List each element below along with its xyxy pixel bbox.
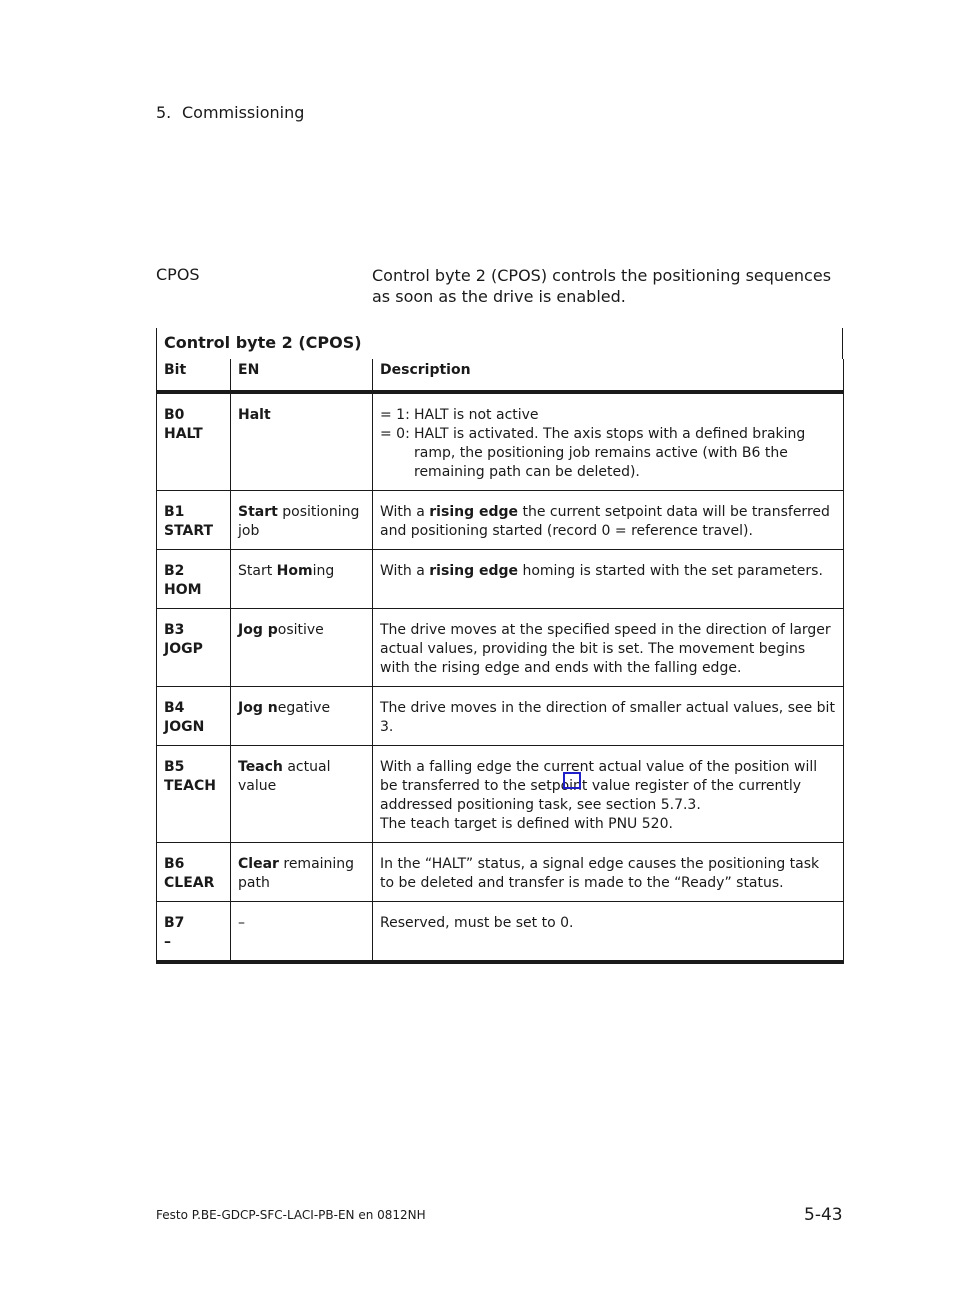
value-text: HALT is activated. The axis stops with a defined braking ramp, the positioning job remains active (with B6 the remaining path can be deleted). bbox=[414, 426, 806, 480]
en-cell bbox=[231, 392, 373, 491]
text-span: The drive moves at the specified speed in the direction of larger actual values, providing the bit is set. The movement begins with the rising edge and ends with the falling edge. bbox=[380, 622, 831, 676]
table-title: Control byte 2 (CPOS) bbox=[156, 328, 843, 359]
description-cell bbox=[373, 491, 844, 550]
text-span: With a falling edge the current actual value of the position will be transferred to the setpoint value register of the currently addressed positioning task, see section 5.7.3. bbox=[380, 759, 818, 813]
text-span: Start bbox=[238, 563, 277, 579]
chapter-number: 5. bbox=[156, 103, 172, 122]
footer-document-id: Festo P.BE-GDCP-SFC-LACI-PB-EN en 0812NH bbox=[156, 1208, 426, 1222]
intro-text: Control byte 2 (CPOS) controls the positioning sequences as soon as the drive is enabled. bbox=[372, 266, 832, 306]
bold-text: Hom bbox=[276, 563, 313, 579]
bit-cell bbox=[157, 491, 231, 550]
control-byte-table bbox=[156, 328, 843, 964]
table-row bbox=[157, 746, 844, 843]
link-highlight-box[interactable] bbox=[563, 772, 581, 789]
table-row bbox=[157, 550, 844, 609]
bit-cell bbox=[157, 902, 231, 963]
chapter-title: Commissioning bbox=[182, 103, 305, 122]
en-cell bbox=[231, 746, 373, 843]
bit-cell bbox=[157, 392, 231, 491]
bit-name: HOM bbox=[164, 582, 202, 598]
bit-number: B5 bbox=[164, 759, 185, 775]
text-span: positioning job bbox=[238, 504, 360, 539]
en-cell bbox=[231, 609, 373, 687]
bit-cell bbox=[157, 609, 231, 687]
table-row bbox=[157, 491, 844, 550]
en-cell bbox=[231, 902, 373, 963]
bit-cell bbox=[157, 746, 231, 843]
header-bit: Bit bbox=[157, 359, 231, 392]
table-row bbox=[157, 609, 844, 687]
text-span: The drive moves in the direction of smaller actual values, see bit 3. bbox=[380, 700, 835, 735]
text-span: actual value bbox=[238, 759, 331, 794]
bold-text: Jog n bbox=[238, 700, 278, 716]
bit-name: JOGP bbox=[164, 641, 203, 657]
value-text: HALT is not active bbox=[414, 407, 539, 423]
bit-number: B7 bbox=[164, 915, 185, 931]
value-key: = 0: bbox=[380, 426, 410, 442]
description-cell bbox=[373, 550, 844, 609]
description-list-item bbox=[380, 406, 836, 425]
en-cell bbox=[231, 843, 373, 902]
bold-text: Clear bbox=[238, 856, 279, 872]
description-cell bbox=[373, 746, 844, 843]
bit-name: HALT bbox=[164, 426, 203, 442]
text-span: In the “HALT” status, a signal edge causes the positioning task to be deleted and transfer is made to the “Ready” status. bbox=[380, 856, 820, 891]
bit-number: B1 bbox=[164, 504, 185, 520]
bit-name: – bbox=[164, 934, 171, 950]
bit-number: B4 bbox=[164, 700, 185, 716]
table-row bbox=[157, 902, 844, 963]
text-span: the current setpoint data will be transferred and positioning started (record 0 = reference travel). bbox=[380, 504, 830, 539]
text-span: – bbox=[238, 915, 245, 931]
bold-text: rising edge bbox=[429, 504, 519, 520]
chapter-heading bbox=[156, 103, 304, 122]
bit-cell bbox=[157, 687, 231, 746]
bit-name: JOGN bbox=[164, 719, 205, 735]
bold-text: Start bbox=[238, 504, 278, 520]
bit-cell bbox=[157, 843, 231, 902]
text-span: ing bbox=[312, 563, 335, 579]
table-row bbox=[157, 687, 844, 746]
value-key: = 1: bbox=[380, 407, 410, 423]
description-cell bbox=[373, 902, 844, 963]
text-span: With a bbox=[380, 504, 430, 520]
bold-text: Teach bbox=[238, 759, 283, 775]
en-cell bbox=[231, 687, 373, 746]
text-span: With a bbox=[380, 563, 430, 579]
description-cell bbox=[373, 392, 844, 491]
table-row bbox=[157, 843, 844, 902]
cpos-table bbox=[156, 359, 844, 964]
text-span: egative bbox=[277, 700, 331, 716]
bold-text: Jog p bbox=[238, 622, 278, 638]
text-span: ositive bbox=[277, 622, 324, 638]
header-description: Description bbox=[373, 359, 844, 392]
bit-number: B6 bbox=[164, 856, 185, 872]
text-span: remaining path bbox=[238, 856, 355, 891]
term-label: CPOS bbox=[156, 265, 200, 284]
description-cell bbox=[373, 609, 844, 687]
bit-number: B0 bbox=[164, 407, 185, 423]
bold-text: Halt bbox=[238, 407, 271, 423]
bit-number: B3 bbox=[164, 622, 185, 638]
bit-name: START bbox=[164, 523, 214, 539]
bold-text: rising edge bbox=[429, 563, 519, 579]
en-cell bbox=[231, 550, 373, 609]
table-header-row bbox=[157, 359, 844, 392]
table-row bbox=[157, 392, 844, 491]
text-span: homing is started with the set parameters. bbox=[518, 563, 823, 579]
description-cell bbox=[373, 843, 844, 902]
header-en: EN bbox=[231, 359, 373, 392]
en-cell bbox=[231, 491, 373, 550]
text-span: Reserved, must be set to 0. bbox=[380, 915, 574, 931]
description-list-item bbox=[380, 425, 836, 482]
page-number: 5-43 bbox=[804, 1205, 843, 1225]
description-cell bbox=[373, 687, 844, 746]
text-span: The teach target is defined with PNU 520. bbox=[380, 816, 673, 832]
bit-cell bbox=[157, 550, 231, 609]
bit-name: CLEAR bbox=[164, 875, 215, 891]
bit-number: B2 bbox=[164, 563, 185, 579]
bit-name: TEACH bbox=[164, 778, 216, 794]
